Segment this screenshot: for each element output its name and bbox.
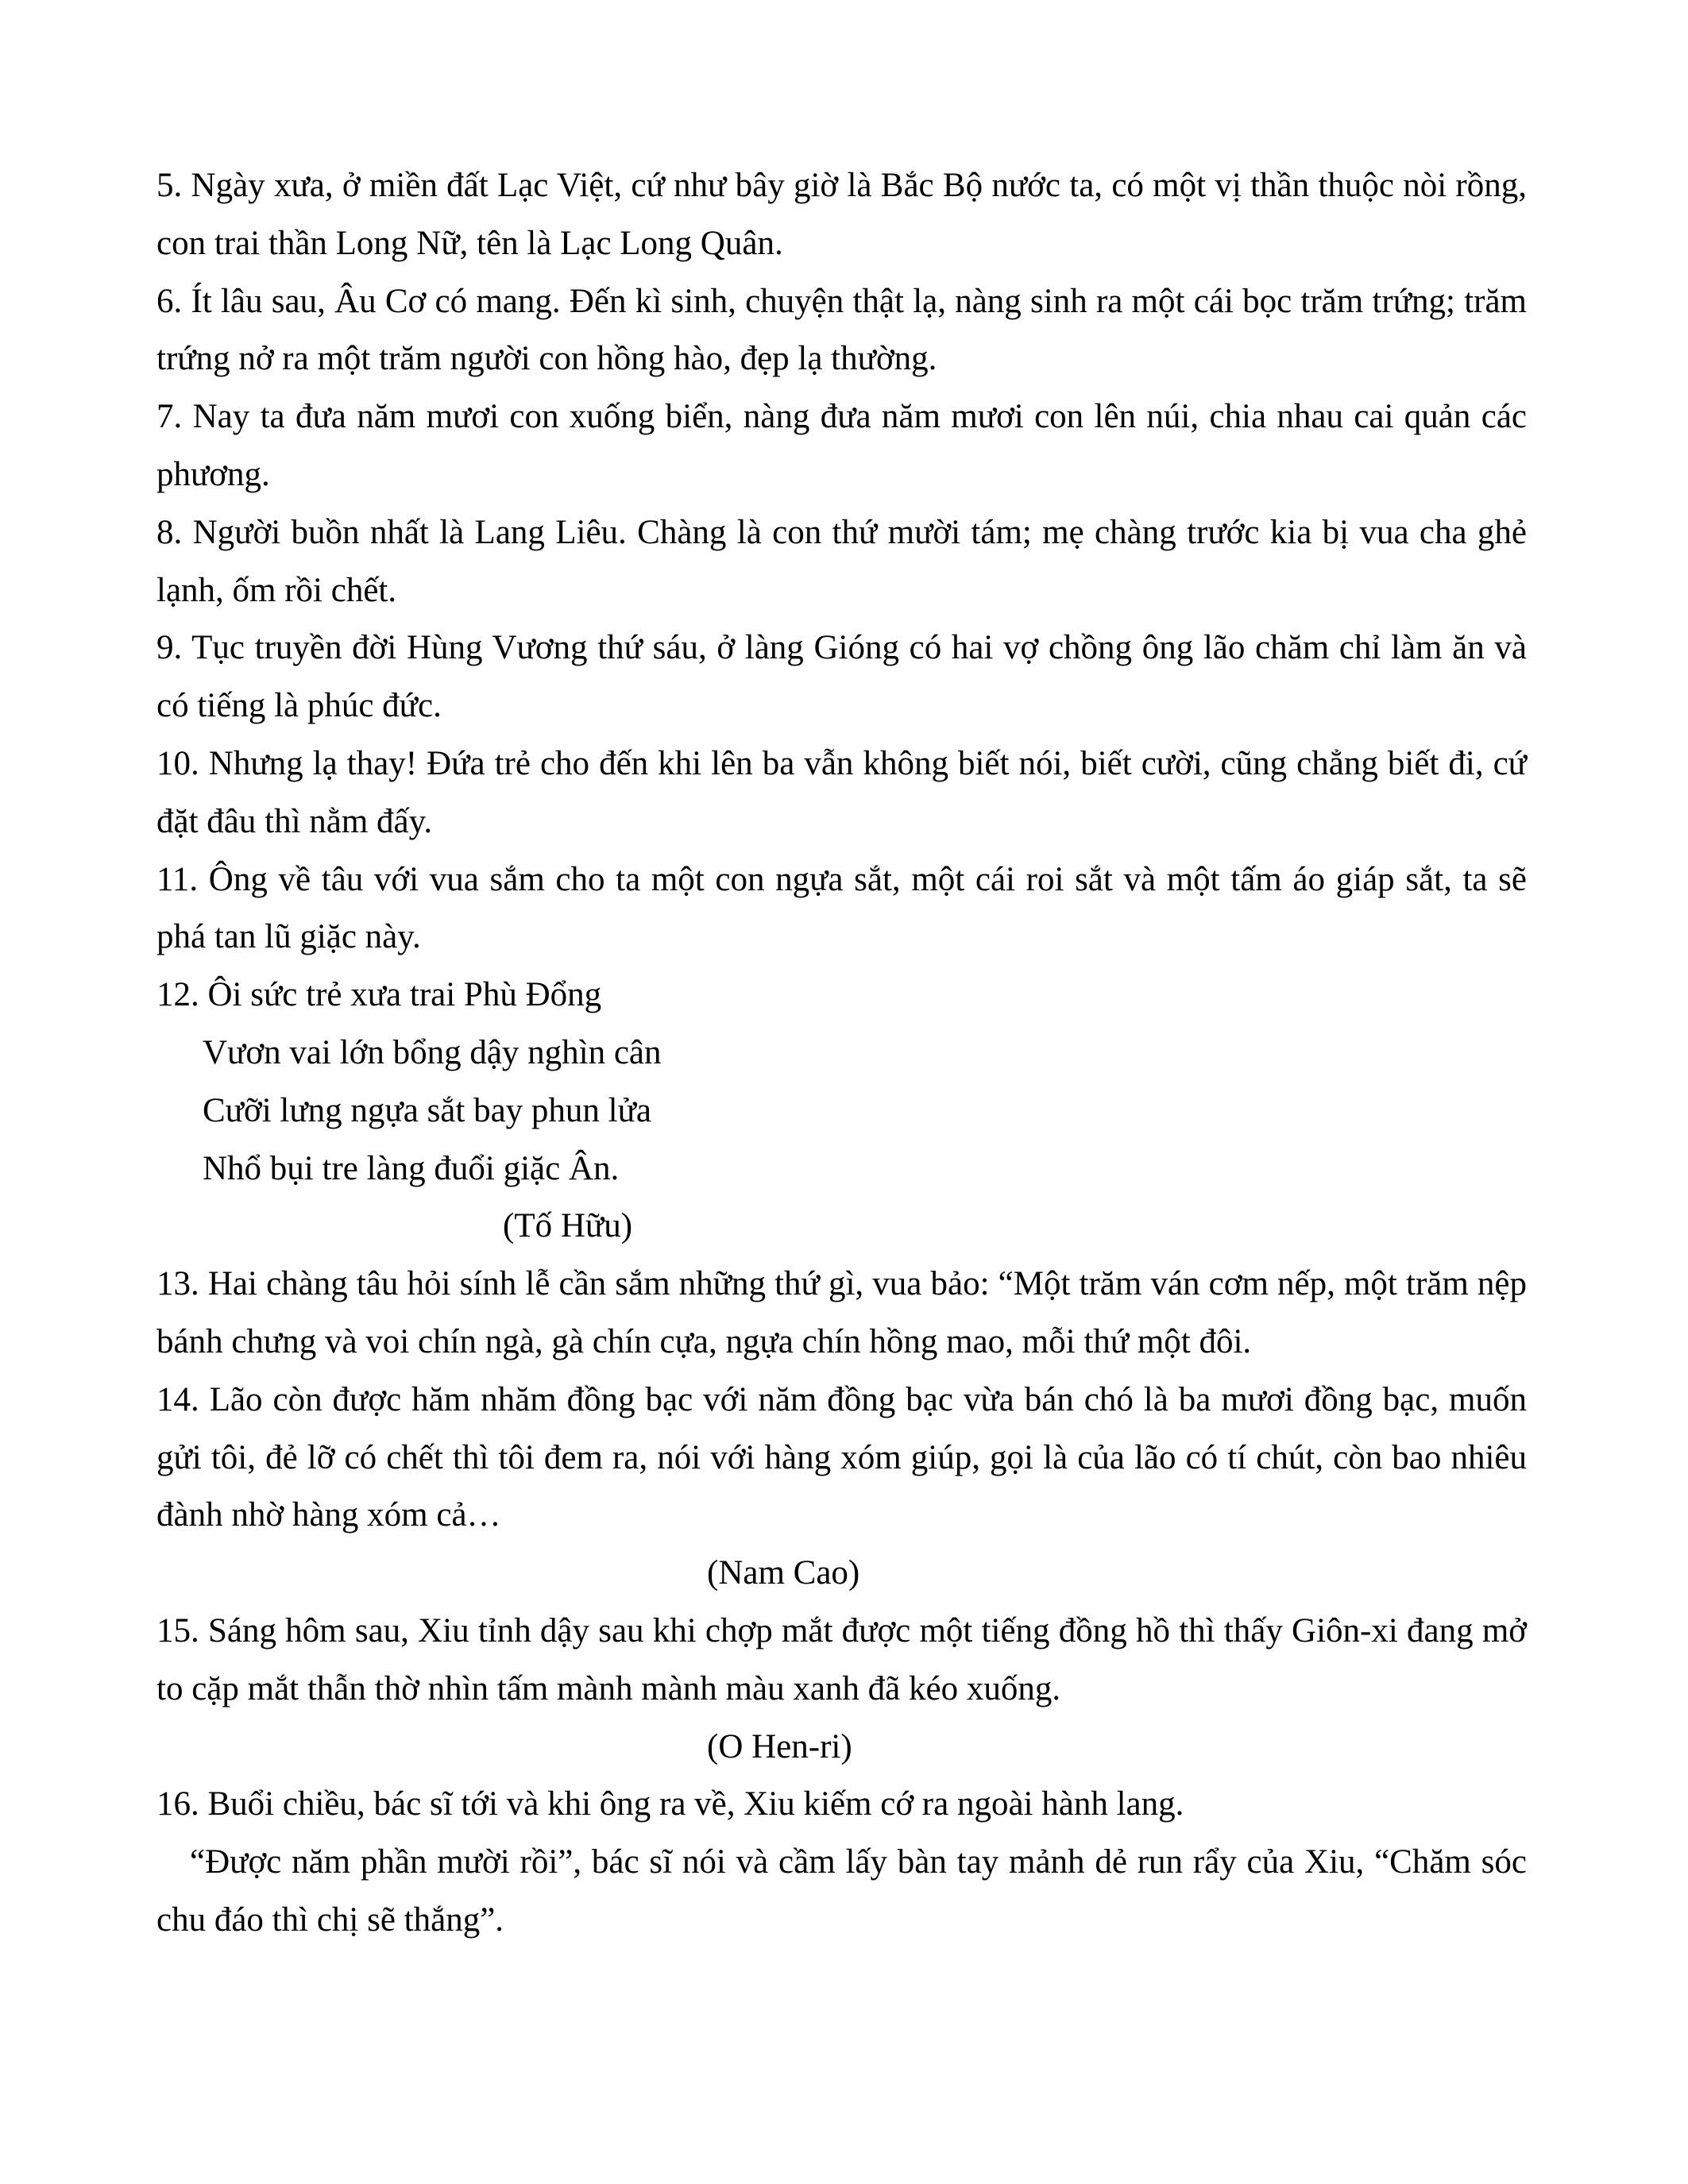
poem-line: Vươn vai lớn bổng dậy nghìn cân [203,1033,662,1071]
paragraph-12-first-line: 12. Ôi sức trẻ xưa trai Phù Đổng [156,976,602,1014]
author-attribution: (Nam Cao) [707,1554,860,1592]
paragraph-6: 6. Ít lâu sau, Âu Cơ có mang. Đến kì sinh, chuyện thật lạ, nàng sinh ra một cái bọc trăm trứng; trăm trứng nở ra một trăm người con hồng hào, đẹp lạ thường. [156,282,1527,378]
paragraph-10: 10. Nhưng lạ thay! Đứa trẻ cho đến khi lên ba vẫn không biết nói, biết cười, cũng chẳng biết đi, cứ đặt đâu thì nằm đấy. [156,744,1527,840]
paragraph-13: 13. Hai chàng tâu hỏi sính lễ cần sắm những thứ gì, vua bảo: “Một trăm ván cơm nếp, một trăm nệp bánh chưng và voi chín ngà, gà chín cựa, ngựa chín hồng mao, mỗi thứ một đôi. [156,1265,1527,1360]
paragraph-16-quote: “Được năm phần mười rồi”, bác sĩ nói và cầm lấy bàn tay mảnh dẻ run rẩy của Xiu, “Chăm sóc chu đáo thì chị sẽ thắng”. [156,1843,1527,1939]
paragraph-15: 15. Sáng hôm sau, Xiu tỉnh dậy sau khi chợp mắt được một tiếng đồng hồ thì thấy Giôn-xi đang mở to cặp mắt thẫn thờ nhìn tấm mành mành màu xanh đã kéo xuống. [156,1611,1527,1707]
document-body [156,157,1527,1950]
paragraph-14: 14. Lão còn được hăm nhăm đồng bạc với năm đồng bạc vừa bán chó là ba mươi đồng bạc, muốn gửi tôi, đẻ lỡ có chết thì tôi đem ra, nói với hàng xóm giúp, gọi là của lão có tí chút, còn bao nhiêu đành nhờ hàng xóm cả… [156,1380,1527,1534]
author-attribution: (O Hen-ri) [707,1727,852,1765]
paragraph-11: 11. Ông về tâu với vua sắm cho ta một con ngựa sắt, một cái roi sắt và một tấm áo giáp sắt, ta sẽ phá tan lũ giặc này. [156,860,1527,956]
poem-line: Nhổ bụi tre làng đuổi giặc Ân. [203,1149,620,1187]
paragraph-16: 16. Buổi chiều, bác sĩ tới và khi ông ra về, Xiu kiếm cớ ra ngoài hành lang. [156,1785,1184,1823]
paragraph-5: 5. Ngày xưa, ở miền đất Lạc Việt, cứ như bây giờ là Bắc Bộ nước ta, có một vị thần thuộc nòi rồng, con trai thần Long Nữ, tên là Lạc Long Quân. [156,167,1527,262]
paragraph-9: 9. Tục truyền đời Hùng Vương thứ sáu, ở làng Gióng có hai vợ chồng ông lão chăm chỉ làm ăn và có tiếng là phúc đức. [156,629,1527,725]
paragraph-8: 8. Người buồn nhất là Lang Liêu. Chàng là con thứ mười tám; mẹ chàng trước kia bị vua cha ghẻ lạnh, ốm rồi chết. [156,513,1527,609]
paragraph-7: 7. Nay ta đưa năm mươi con xuống biển, nàng đưa năm mươi con lên núi, chia nhau cai quản các phương. [156,398,1527,493]
author-attribution: (Tố Hữu) [503,1207,633,1245]
poem-line: Cưỡi lưng ngựa sắt bay phun lửa [203,1091,652,1129]
